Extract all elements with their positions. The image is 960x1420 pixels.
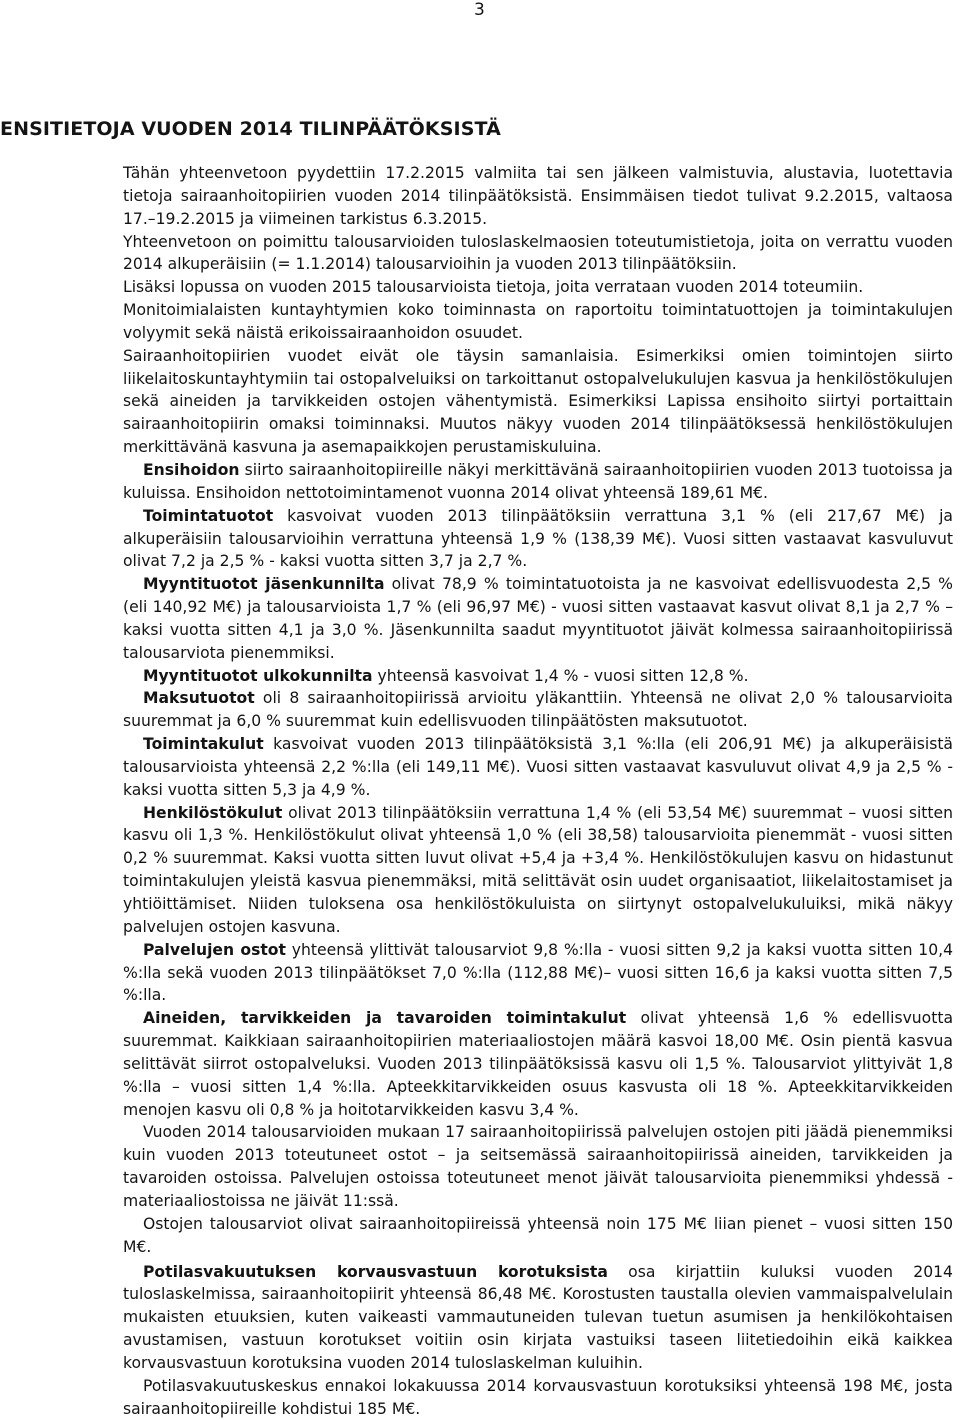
- paragraph: Tähän yhteenvetoon pyydettiin 17.2.2015 valmiita tai sen jälkeen valmistuvia, alustavia, luotettavia tietoja sairaanhoitopiirien vuoden 2014 tilinpäätöksistä. Ensimmäisen tiedot tulivat 9.2.2015, valtaosa 17.–19.2.2015 ja viimeinen tarkistus 6.3.2015.: [123, 164, 953, 228]
- paragraph: Myyntituotot ulkokunnilta yhteensä kasvoivat 1,4 % - vuosi sitten 12,8 %.: [143, 666, 749, 685]
- paragraph: Ostojen talousarviot olivat sairaanhoitopiireissä yhteensä noin 175 M€ liian pienet – vuosi sitten 150 M€.: [123, 1214, 953, 1256]
- paragraph: Toimintakulut kasvoivat vuoden 2013 tilinpäätöksistä 3,1 %:lla (eli 206,91 M€) ja alkuperäisistä talousarvioista yhteensä 2,2 %:lla (eli 149,11 M€). Vuosi sitten vastaavat kasvuluvut olivat 4,9 ja 2,5 % - kaksi vuotta sitten 5,3 ja 4,9 %.: [123, 735, 953, 799]
- paragraph: Vuoden 2014 talousarvioiden mukaan 17 sairaanhoitopiirissä palvelujen ostojen piti jäädä pienemmiksi kuin vuoden 2013 toteutuneet ostot – ja seitsemässä sairaanhoitopiirissä aineiden, tarvikkeiden ja tavaroiden ostoissa. Palvelujen ostoissa toteutuneet menot jäivät talousarvioita pienemmiksi yhdessä - materiaaliostoissa ne jäivät 11:ssä.: [123, 1123, 953, 1210]
- paragraph: Lisäksi lopussa on vuoden 2015 talousarvioista tietoja, joita verrataan vuoden 2014 toteumiin.: [123, 278, 864, 297]
- paragraph: Maksutuotot oli 8 sairaanhoitopiirissä arvioitu yläkanttiin. Yhteensä ne olivat 2,0 % talousarvioita suuremmat ja 6,0 % suuremmat kuin edellisvuoden tilinpäätösten maksutuotot.: [123, 689, 953, 731]
- page-number: 3: [474, 0, 485, 20]
- paragraph: Yhteenvetoon on poimittu talousarvioiden tuloslaskelmaosien toteutumistietoja, joita on verrattu vuoden 2014 alkuperäisiin (= 1.1.2014) talousarvioihin ja vuoden 2013 tilinpäätöksiin.: [123, 232, 953, 274]
- paragraph: Palvelujen ostot yhteensä ylittivät talousarviot 9,8 %:lla - vuosi sitten 9,2 ja kaksi vuotta sitten 10,4 %:lla sekä vuoden 2013 tilinpäätökset 7,0 %:lla (112,88 M€)– vuosi sitten 16,6 ja kaksi vuotta sitten 7,5 %:lla.: [123, 940, 954, 1005]
- section-heading: ENSITIETOJA VUODEN 2014 TILINPÄÄTÖKSISTÄ: [0, 118, 501, 140]
- paragraph: Aineiden, tarvikkeiden ja tavaroiden toimintakulut olivat yhteensä 1,6 % edellisvuotta suuremmat. Kaikkiaan sairaanhoitopiirien materiaaliostojen määrä kasvoi 18,00 M€. Osin pientä kasvua selittävät siirrot ostopalveluksi. Vuoden 2013 tilinpäätöksissä kasvu oli 1,5 %. Talousarviot ylittyivät 1,8 %:lla – vuosi sitten 1,4 %:lla. Apteekkitarvikkeiden osuus kasvusta oli 18 %. Apteekkitarvikkeiden menojen kasvu oli 0,8 % ja hoitotarvikkeiden kasvu 3,4 %.: [123, 1009, 954, 1119]
- paragraph: Toimintatuotot kasvoivat vuoden 2013 tilinpäätöksiin verrattuna 3,1 % (eli 217,67 M€) ja alkuperäisiin talousarvioihin verrattuna yhteensä 1,9 % (138,39 M€). Vuosi sitten vastaavat kasvuluvut olivat 7,2 ja 2,5 % - kaksi vuotta sitten 3,7 ja 2,7 %.: [123, 506, 953, 571]
- paragraph: Ensihoidon siirto sairaanhoitopiireille näkyi merkittävänä sairaanhoitopiirien vuoden 2013 tuotoissa ja kuluissa. Ensihoidon nettotoimintamenot vuonna 2014 olivat yhteensä 189,61 M€.: [123, 460, 953, 502]
- paragraph: Monitoimialaisten kuntayhtymien koko toiminnasta on raportoitu toimintatuottojen ja toimintakulujen volyymit sekä näistä erikoissairaanhoidon osuudet.: [123, 301, 953, 342]
- paragraph: Potilasvakuutuskeskus ennakoi lokakuussa 2014 korvausvastuun korotuksiksi yhteensä 198 M€, josta sairaanhoitopiireille kohdistui 185 M€.: [123, 1376, 953, 1418]
- body-text: [123, 162, 953, 1420]
- paragraph: Potilasvakuutuksen korvausvastuun korotuksista osa kirjattiin kuluksi vuoden 2014 tuloslaskelmissa, sairaanhoitopiirit yhteensä 86,48 M€. Korostusten taustalla olevien vammaispalvelulain mukaisten etuuksien, kuten vaikeasti vammautuneiden tulevan tuetun asumisen ja henkilökohtaisen avustamisen, vastuun korotukset voitiin osin kirjata vastuiksi taseen liitetiedoihin eikä kaikkea korvausvastuun korotuksina vuoden 2014 tuloslaskelman kuluihin.: [123, 1262, 953, 1372]
- paragraph: Sairaanhoitopiirien vuodet eivät ole täysin samanlaisia. Esimerkiksi omien toimintojen siirto liikelaitoskuntayhtymiin tai ostopalveluiksi on tarkoittanut ostopalvelukulujen kasvua ja henkilöstökulujen sekä aineiden ja tarvikkeiden ostojen vähentymistä. Esimerkiksi Lapissa ensihoito siirtyi portaittain sairaanhoitopiirin omaksi toiminnaksi. Muutos näkyy vuoden 2014 tilinpäätöksessä henkilöstökulujen merkittävänä kasvuna ja asemapaikkojen perustamiskuluina.: [123, 346, 953, 457]
- paragraph: Myyntituotot jäsenkunnilta olivat 78,9 % toimintatuotoista ja ne kasvoivat edellisvuodesta 2,5 % (eli 140,92 M€) ja talousarvioista 1,7 % (eli 96,97 M€) - vuosi sitten vastaavat kasvut olivat 8,1 ja 2,7 % – kaksi vuotta sitten 4,1 ja 3,0 %. Jäsenkunnilta saadut myyntituotot jäivät kolmessa sairaanhoitopiirissä talousarviota pienemmiksi.: [123, 575, 953, 662]
- paragraph: Henkilöstökulut olivat 2013 tilinpäätöksiin verrattuna 1,4 % (eli 53,54 M€) suuremmat – vuosi sitten kasvu oli 1,3 %. Henkilöstökulut olivat yhteensä 1,0 % (eli 38,58) talousarvioita pienemmät - vuosi sitten 0,2 % suuremmat. Kaksi vuotta sitten luvut olivat +5,4 ja +3,4 %. Henkilöstökulujen kasvu on hidastunut toimintakulujen yleistä kasvua pienemmäksi, mitä selittävät osin uudet organisaatiot, liikelaitostamiset ja yhtiöittämiset. Niiden tuloksena osa henkilöstökuluista on siirtynyt ostopalvelukuluiksi, mikä näkyy palvelujen ostojen kasvuna.: [123, 803, 953, 936]
